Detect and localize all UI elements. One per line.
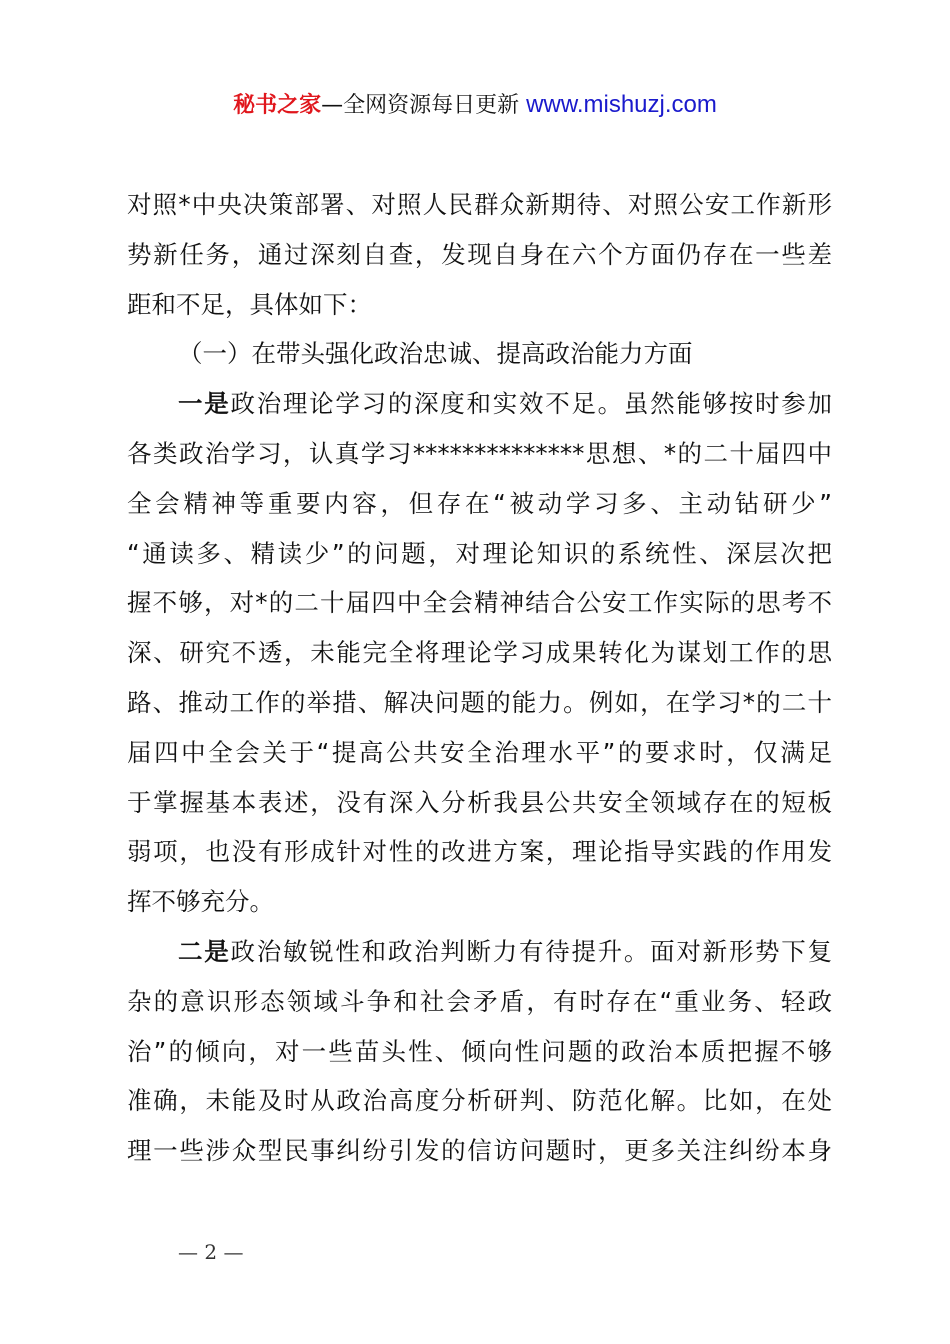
text-line	[127, 685, 832, 721]
text-line	[178, 386, 832, 422]
site-header	[0, 88, 950, 119]
line-text: 挥不够充分。	[127, 887, 274, 917]
brand-name: 秘书之家	[233, 93, 322, 118]
line-text: 弱项，也没有形成针对性的改进方案，理论指导实践的作用发	[127, 837, 832, 867]
site-url[interactable]: www.mishuzj.com	[526, 91, 717, 118]
line-text: 路、推动工作的举措、解决问题的能力。例如，在学习*的二十	[127, 688, 832, 717]
text-line	[127, 237, 832, 273]
line-text: 距和不足，具体如下：	[127, 289, 372, 319]
item-label: 二是	[178, 937, 231, 966]
text-line	[178, 336, 832, 372]
line-text: 各类政治学习，认真学习**************思想、*的二十届四中	[127, 439, 832, 468]
page-number: — 2 —	[178, 1240, 244, 1264]
line-text: 政治敏锐性和政治判断力有待提升。面对新形势下复	[230, 937, 833, 966]
text-line	[127, 187, 832, 223]
text-line	[127, 436, 832, 472]
line-text: （一）在带头强化政治忠诚、提高政治能力方面	[178, 339, 693, 369]
line-text: 准确，未能及时从政治高度分析研判、防范化解。比如，在处	[127, 1086, 832, 1116]
text-line	[127, 1133, 832, 1169]
line-text: 势新任务，通过深刻自查，发现自身在六个方面仍存在一些差	[127, 239, 832, 269]
line-text: 治”的倾向，对一些苗头性、倾向性问题的政治本质把握不够	[127, 1036, 832, 1066]
line-text: 全会精神等重要内容，但存在“被动学习多、主动钻研少”	[127, 488, 832, 518]
line-text: 届四中全会关于“提高公共安全治理水平”的要求时，仅满足	[127, 737, 832, 767]
text-line	[178, 934, 832, 970]
text-line	[127, 486, 832, 522]
line-text: 理一些涉众型民事纠纷引发的信访问题时，更多关注纠纷本身	[127, 1136, 832, 1166]
tagline: —全网资源每日更新	[321, 93, 527, 118]
text-line	[127, 536, 832, 572]
text-line	[127, 735, 832, 771]
line-text: 于掌握基本表述，没有深入分析我县公共安全领域存在的短板	[127, 787, 832, 817]
line-text: 政治理论学习的深度和实效不足。虽然能够按时参加	[230, 389, 833, 419]
text-line	[127, 834, 832, 870]
text-line	[127, 785, 832, 821]
line-text: 深、研究不透，未能完全将理论学习成果转化为谋划工作的思	[127, 638, 832, 668]
line-text: “通读多、精读少”的问题，对理论知识的系统性、深层次把	[127, 538, 832, 568]
text-line	[127, 984, 832, 1020]
text-line	[127, 287, 832, 323]
text-line	[127, 635, 832, 671]
text-line	[127, 884, 832, 920]
text-line	[127, 1083, 832, 1119]
line-text: 握不够，对*的二十届四中全会精神结合公安工作实际的思考不	[127, 588, 832, 618]
line-text: 对照*中央决策部署、对照人民群众新期待、对照公安工作新形	[127, 190, 832, 219]
text-line	[127, 585, 832, 621]
item-label: 一是	[178, 389, 231, 419]
line-text: 杂的意识形态领域斗争和社会矛盾，有时存在“重业务、轻政	[127, 986, 832, 1016]
text-line	[127, 1034, 832, 1070]
